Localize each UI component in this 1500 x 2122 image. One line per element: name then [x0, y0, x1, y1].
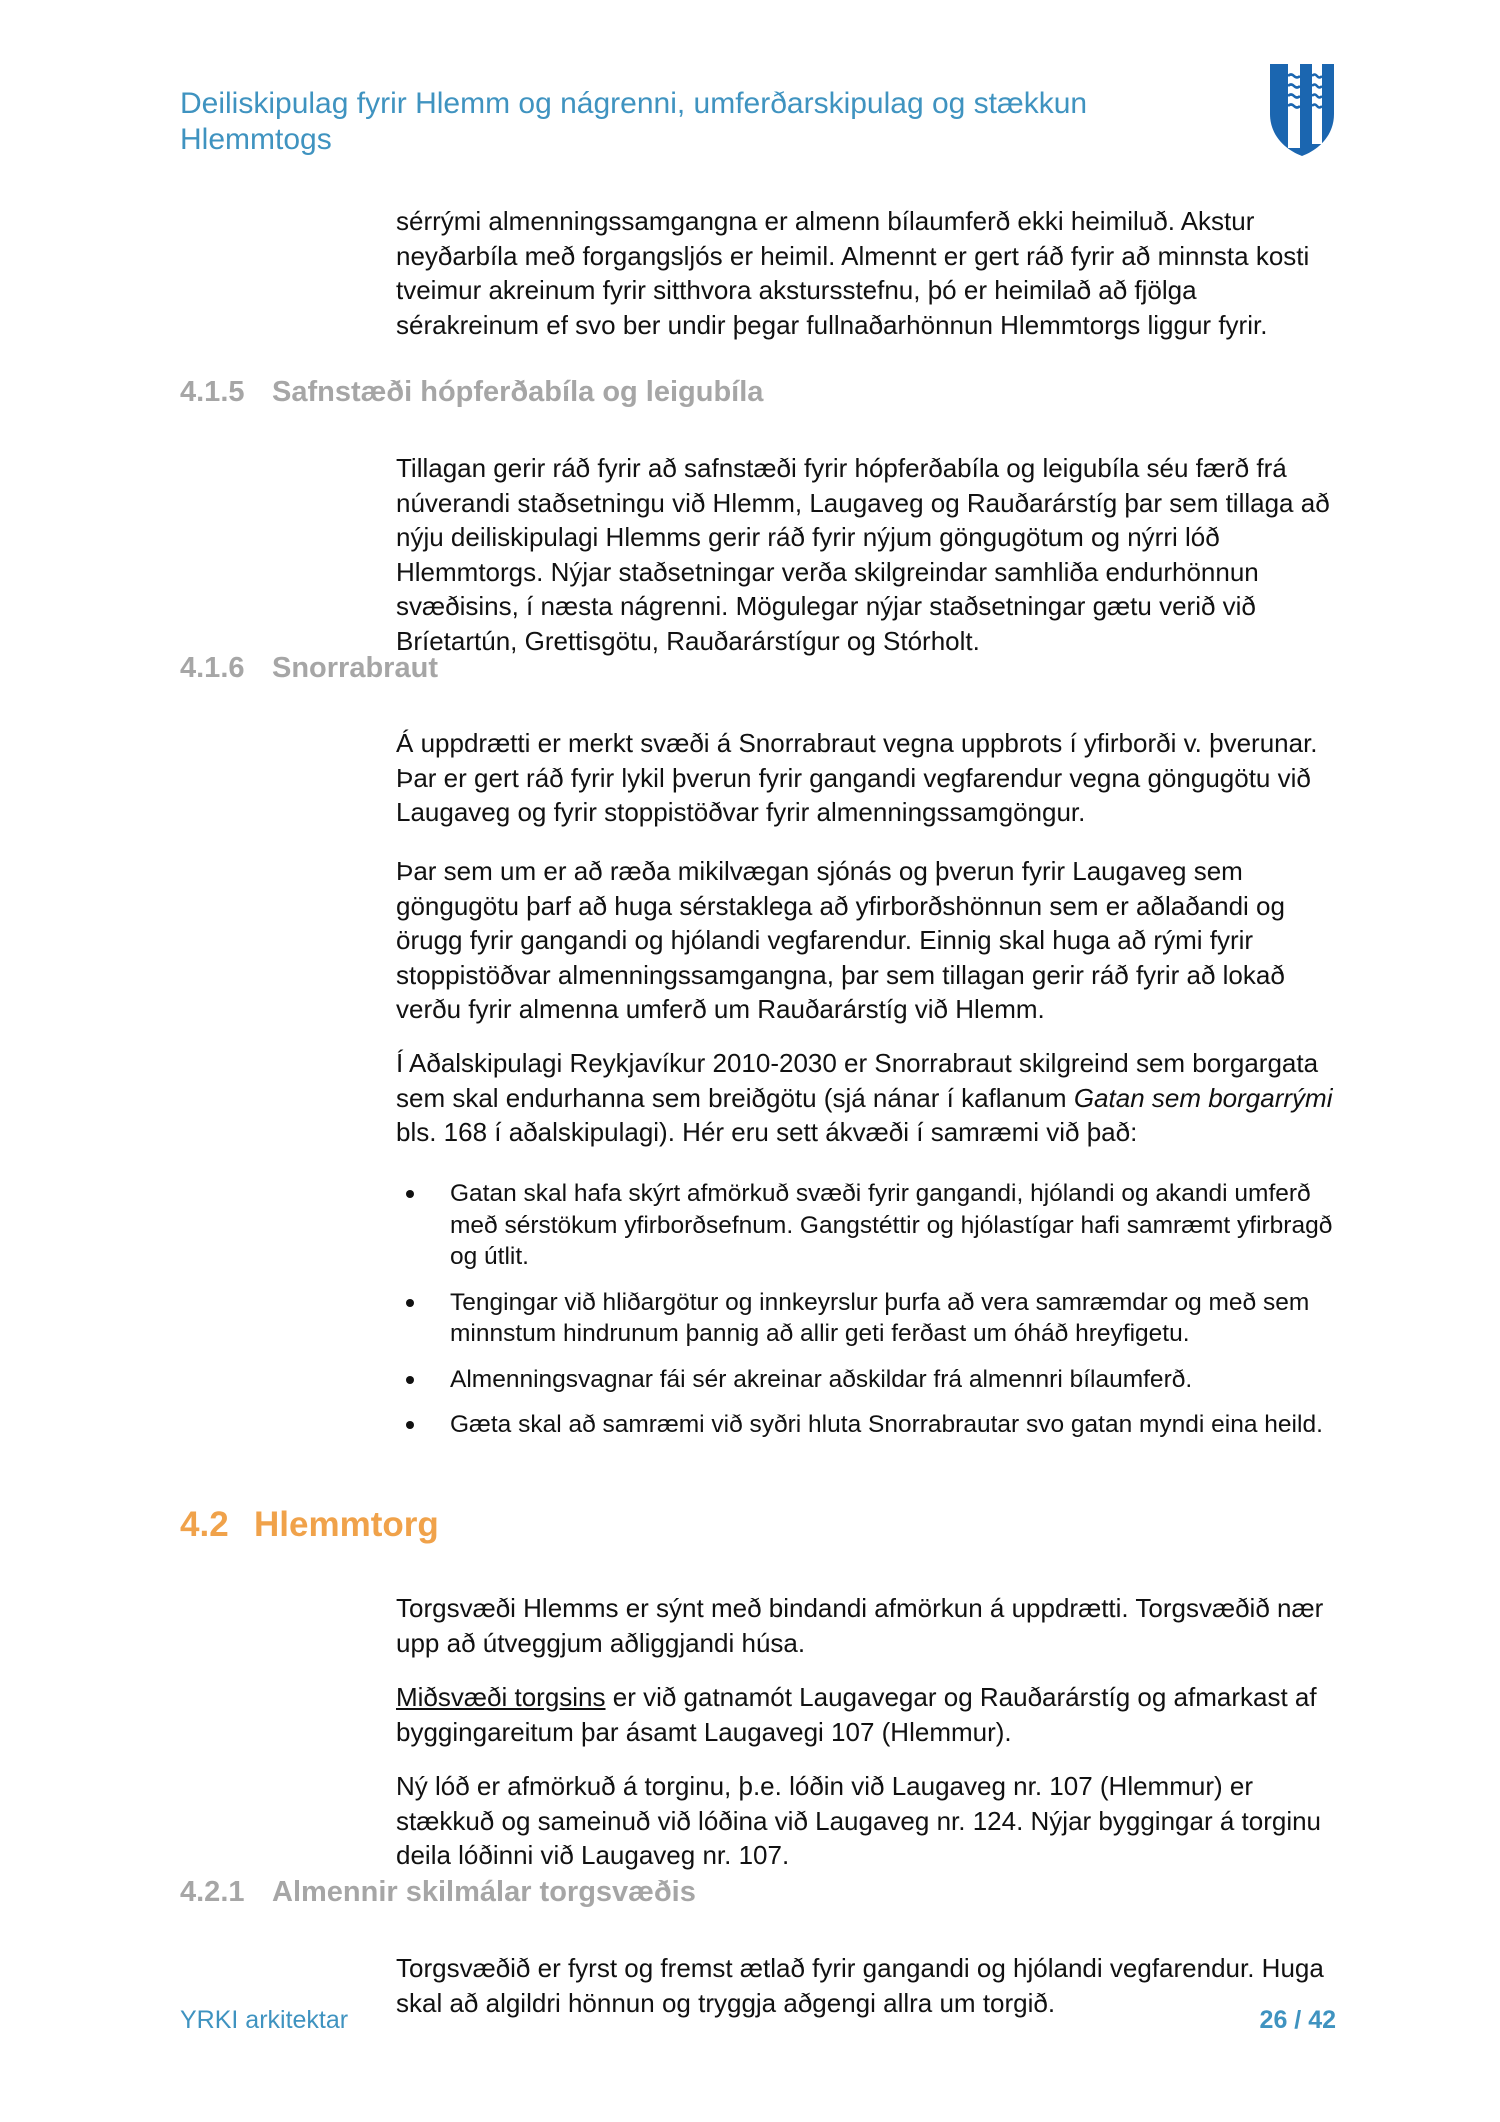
paragraph-4-2-b — [396, 1680, 1340, 1749]
heading-number: 4.2.1 — [180, 1876, 245, 1908]
list-item — [396, 1364, 1340, 1396]
reykjavik-coat-of-arms-icon — [1268, 62, 1336, 158]
text-run: Í Aðalskipulagi Reykjavíkur 2010-2030 er Snorrabraut skilgreind sem borgargata sem skal endurhanna sem breiðgötu (sjá nánar í kaflanum — [396, 1048, 1319, 1113]
bullet-icon — [406, 1421, 414, 1429]
heading-number: 4.2 — [180, 1505, 229, 1544]
document-header-title: Deiliskipulag fyrir Hlemm og nágrenni, umferðarskipulag og stækkun Hlemmtogs — [180, 87, 1088, 156]
heading-text: Hlemmtorg — [254, 1505, 439, 1544]
text-run: bls. 168 í aðalskipulagi). Hér eru sett ákvæði í samræmi við það: — [396, 1117, 1138, 1147]
heading-number: 4.1.6 — [180, 652, 245, 684]
intro-paragraph: sérrými almenningssamgangna er almenn bílaumferð ekki heimiluð. Akstur neyðarbíla með forgangsljós er heimil. Almennt er gert ráð fyrir að minnsta kosti tveimur akreinum fyrir sitthvora akstursstefnu, þó er heimilað að fjölga sérakreinum ef svo ber undir þegar fullnaðarhönnun Hlemmtorgs liggur fyrir. — [396, 206, 1310, 340]
paragraph-4-2-1: Torgsvæðið er fyrst og fremst ætlað fyrir gangandi og hjólandi vegfarendur. Huga skal að algildri hönnun og tryggja aðgengi allra um torgið. — [396, 1953, 1324, 2018]
heading-text: Almennir skilmálar torgsvæðis — [272, 1876, 696, 1908]
list-item-text: Gæta skal að samræmi við syðri hluta Snorrabrautar svo gatan myndi eina heild. — [450, 1411, 1323, 1438]
list-item-text: Gatan skal hafa skýrt afmörkuð svæði fyrir gangandi, hjólandi og akandi umferð með sérstökum yfirborðsefnum. Gangstéttir og hjólastígar hafi samræmt yfirbragð og útlit. — [450, 1180, 1333, 1270]
bullet-icon — [406, 1376, 414, 1384]
italic-reference: Gatan sem borgarrými — [1073, 1082, 1333, 1113]
list-item — [396, 1287, 1340, 1350]
list-item — [396, 1409, 1340, 1441]
heading-text: Snorrabraut — [272, 652, 438, 684]
paragraph-4-1-6-a: Á uppdrætti er merkt svæði á Snorrabraut vegna uppbrots í yfirborði v. þverunar. Þar er gert ráð fyrir lykil þverun fyrir gangandi vegfarendur vegna göngugötu við Laugaveg og fyrir stoppistöðvar fyrir almenningssamgöngur. — [396, 728, 1318, 827]
bullet-icon — [406, 1299, 414, 1307]
paragraph-4-2-c: Ný lóð er afmörkuð á torginu, þ.e. lóðin við Laugaveg nr. 107 (Hlemmur) er stækkuð og sameinuð við lóðina við Laugaveg nr. 124. Nýjar byggingar á torginu deila lóðinni við Laugaveg nr. 107. — [396, 1771, 1322, 1870]
heading-4-1-6 — [180, 652, 438, 685]
list-item — [396, 1178, 1340, 1273]
paragraph-4-1-5: Tillagan gerir ráð fyrir að safnstæði fyrir hópferðabíla og leigubíla séu færð frá núverandi staðsetningu við Hlemm, Laugaveg og Rauðarárstíg þar sem tillaga að nýju deiliskipulagi Hlemms gerir ráð fyrir nýjum göngugötum og nýrri lóð Hlemmtorgs. Nýjar staðsetningar verða skilgreindar samhliða endurhönnun svæðisins, í næsta nágrenni. Mögulegar nýjar staðsetningar gætu verið við Bríetartún, Grettisgötu, Rauðarárstígur og Stórholt. — [396, 453, 1330, 656]
footer-author: YRKI arkitektar — [180, 2006, 349, 2034]
heading-4-1-5 — [180, 376, 763, 409]
paragraph-4-1-6-c — [396, 1046, 1340, 1150]
bullet-list — [396, 1178, 1340, 1455]
paragraph-4-2-a: Torgsvæði Hlemms er sýnt með bindandi afmörkun á uppdrætti. Torgsvæðið nær upp að útveggjum aðliggjandi húsa. — [396, 1593, 1324, 1658]
text-run: er við gatnamót Laugavegar og Rauðarárstíg og afmarkast af byggingareitum þar ásamt Laugavegi 107 (Hlemmur). — [396, 1682, 1317, 1747]
bullet-icon — [406, 1190, 414, 1198]
list-item-text: Tengingar við hliðargötur og innkeyrslur þurfa að vera samræmdar og með sem minnstum hindrunum þannig að allir geti ferðast um óháð hreyfigetu. — [450, 1288, 1310, 1347]
heading-text: Safnstæði hópferðabíla og leigubíla — [272, 376, 764, 408]
paragraph-4-1-6-b: Þar sem um er að ræða mikilvægan sjónás og þverun fyrir Laugaveg sem göngugötu þarf að huga sérstaklega að yfirborðshönnun sem er aðlaðandi og örugg fyrir gangandi og hjólandi vegfarendur. Einnig skal huga að rými fyrir stoppistöðvar almenningssamgangna, þar sem tillagan gerir ráð fyrir að lokað verðu fyrir almenna umferð um Rauðarárstíg við Hlemm. — [396, 856, 1285, 1024]
page-number: 26 / 42 — [1259, 2006, 1336, 2034]
heading-4-2-1 — [180, 1876, 696, 1909]
heading-number: 4.1.5 — [180, 376, 245, 408]
underlined-term: Miðsvæði torgsins — [396, 1682, 606, 1712]
heading-4-2 — [180, 1505, 439, 1545]
list-item-text: Almenningsvagnar fái sér akreinar aðskildar frá almennri bílaumferð. — [450, 1365, 1193, 1393]
